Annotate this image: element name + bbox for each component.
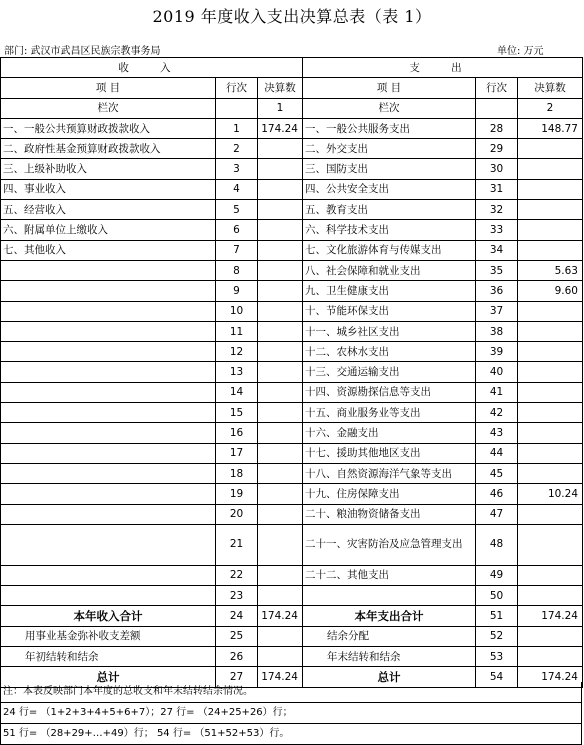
column-index-row [1, 98, 583, 118]
expense-item: 八、社会保障和就业支出 [303, 260, 476, 280]
income-amount-header: 决算数 [258, 78, 303, 98]
income-col-label: 栏次 [1, 98, 216, 118]
income-amount [258, 463, 303, 483]
expense-row-number: 32 [476, 200, 518, 220]
income-amount [258, 524, 303, 565]
notes [0, 682, 582, 745]
income-total-amount [258, 647, 303, 667]
income-header: 收 入 [1, 58, 303, 78]
table-row [1, 301, 583, 321]
table-row [1, 565, 583, 585]
income-item [1, 362, 216, 382]
expense-item: 十八、自然资源海洋气象等支出 [303, 463, 476, 483]
income-total-row-number: 25 [216, 626, 258, 646]
expense-amount [518, 565, 583, 585]
expense-amount [518, 301, 583, 321]
table-row [1, 586, 583, 606]
income-amount [258, 484, 303, 504]
expense-amount [518, 159, 583, 179]
expense-item: 二十二、其他支出 [303, 565, 476, 585]
expense-total-row-number: 51 [476, 606, 518, 626]
expense-amount [518, 139, 583, 159]
table-row [1, 403, 583, 423]
table-row [1, 179, 583, 199]
expense-item: 二十一、灾害防治及应急管理支出 [303, 524, 476, 565]
expense-amount [518, 524, 583, 565]
income-row-number: 11 [216, 321, 258, 341]
income-row-number: 8 [216, 260, 258, 280]
note-line: 24 行= （1+2+3+4+5+6+7）；27 行= （24+25+26）行； [0, 703, 582, 724]
expense-row-number: 31 [476, 179, 518, 199]
income-amount [258, 260, 303, 280]
expense-row-number: 41 [476, 382, 518, 402]
income-amount [258, 362, 303, 382]
income-row-number: 7 [216, 240, 258, 260]
income-row-number: 19 [216, 484, 258, 504]
table-row [1, 524, 583, 565]
income-row-number: 20 [216, 504, 258, 524]
expense-row-number: 48 [476, 524, 518, 565]
expense-item: 十一、城乡社区支出 [303, 321, 476, 341]
income-row-number: 23 [216, 586, 258, 606]
expense-item: 六、科学技术支出 [303, 220, 476, 240]
income-item: 四、事业收入 [1, 179, 216, 199]
expense-row-number: 45 [476, 463, 518, 483]
income-total-item: 本年收入合计 [1, 606, 216, 626]
note-line: 51 行= （28+29+…+49）行； 54 行= （51+52+53）行。 [0, 724, 582, 745]
income-row-number: 10 [216, 301, 258, 321]
income-item [1, 484, 216, 504]
expense-row-number: 40 [476, 362, 518, 382]
income-item [1, 281, 216, 301]
expense-amount [518, 423, 583, 443]
expense-amount [518, 179, 583, 199]
table-row [1, 484, 583, 504]
income-total-item: 总计 [1, 667, 216, 687]
income-row-number: 2 [216, 139, 258, 159]
income-item [1, 403, 216, 423]
income-item: 七、其他收入 [1, 240, 216, 260]
expense-row-number: 43 [476, 423, 518, 443]
income-amount [258, 342, 303, 362]
expense-amount [518, 200, 583, 220]
expense-total-row-number: 54 [476, 667, 518, 687]
expense-row-number: 34 [476, 240, 518, 260]
expense-row-header: 行次 [476, 78, 518, 98]
table-row [1, 504, 583, 524]
income-row-number: 18 [216, 463, 258, 483]
expense-amount: 5.63 [518, 260, 583, 280]
income-item [1, 423, 216, 443]
income-row-number: 21 [216, 524, 258, 565]
income-total-amount: 174.24 [258, 667, 303, 687]
income-amount [258, 403, 303, 423]
total-row [1, 606, 583, 626]
income-row-number: 15 [216, 403, 258, 423]
table-row [1, 118, 583, 138]
expense-row-number: 29 [476, 139, 518, 159]
expense-row-number: 36 [476, 281, 518, 301]
income-col-number: 1 [258, 98, 303, 118]
income-item [1, 321, 216, 341]
expense-row-number: 44 [476, 443, 518, 463]
income-amount [258, 586, 303, 606]
table-row [1, 159, 583, 179]
income-item [1, 382, 216, 402]
table-row [1, 220, 583, 240]
expense-item: 二、外交支出 [303, 139, 476, 159]
expense-total-item: 结余分配 [303, 626, 476, 646]
blank-cell [476, 98, 518, 118]
income-total-item: 用事业基金弥补收支差额 [1, 626, 216, 646]
expense-row-number: 49 [476, 565, 518, 585]
expense-amount [518, 586, 583, 606]
expense-item: 四、公共安全支出 [303, 179, 476, 199]
income-row-number: 1 [216, 118, 258, 138]
income-amount [258, 504, 303, 524]
expense-amount: 10.24 [518, 484, 583, 504]
income-row-number: 17 [216, 443, 258, 463]
expense-item: 十五、商业服务业等支出 [303, 403, 476, 423]
total-row [1, 626, 583, 646]
expense-item: 七、文化旅游体育与传媒支出 [303, 240, 476, 260]
expense-item: 三、国防支出 [303, 159, 476, 179]
expense-item-header: 项 目 [303, 78, 476, 98]
income-amount [258, 321, 303, 341]
expense-item: 二十、粮油物资储备支出 [303, 504, 476, 524]
table-row [1, 382, 583, 402]
expense-total-row-number: 52 [476, 626, 518, 646]
income-item [1, 524, 216, 565]
income-row-number: 14 [216, 382, 258, 402]
income-total-row-number: 24 [216, 606, 258, 626]
income-item [1, 565, 216, 585]
expense-amount: 9.60 [518, 281, 583, 301]
expense-row-number: 47 [476, 504, 518, 524]
income-amount [258, 443, 303, 463]
expense-item: 一、一般公共服务支出 [303, 118, 476, 138]
income-item-header: 项 目 [1, 78, 216, 98]
expense-row-number: 39 [476, 342, 518, 362]
note-line: 注：本表反映部门本年度的总收支和年末结转结余情况。 [0, 682, 582, 703]
table-row [1, 423, 583, 443]
income-row-number: 5 [216, 200, 258, 220]
income-total-amount: 174.24 [258, 606, 303, 626]
income-item [1, 586, 216, 606]
expense-amount [518, 403, 583, 423]
income-item [1, 463, 216, 483]
income-item [1, 301, 216, 321]
expense-header: 支 出 [303, 58, 583, 78]
expense-amount [518, 504, 583, 524]
expense-item: 十三、交通运输支出 [303, 362, 476, 382]
income-amount [258, 240, 303, 260]
expense-total-item: 本年支出合计 [303, 606, 476, 626]
expense-amount-header: 决算数 [518, 78, 583, 98]
expense-row-number: 30 [476, 159, 518, 179]
expense-total-row-number: 53 [476, 647, 518, 667]
table-row [1, 342, 583, 362]
expense-item [303, 586, 476, 606]
income-row-number: 3 [216, 159, 258, 179]
income-row-number: 9 [216, 281, 258, 301]
table-row [1, 463, 583, 483]
income-row-number: 13 [216, 362, 258, 382]
expense-amount [518, 321, 583, 341]
table-row [1, 281, 583, 301]
column-header-row [1, 78, 583, 98]
income-item: 六、附属单位上缴收入 [1, 220, 216, 240]
expense-col-number: 2 [518, 98, 583, 118]
income-amount [258, 139, 303, 159]
expense-total-item: 总计 [303, 667, 476, 687]
unit-label: 单位: 万元 [497, 46, 544, 57]
expense-item: 十四、资源勘探信息等支出 [303, 382, 476, 402]
income-item: 五、经营收入 [1, 200, 216, 220]
income-total-row-number: 27 [216, 667, 258, 687]
income-total-row-number: 26 [216, 647, 258, 667]
income-row-number: 12 [216, 342, 258, 362]
income-row-number: 22 [216, 565, 258, 585]
expense-col-label: 栏次 [303, 98, 476, 118]
expense-item: 十六、金融支出 [303, 423, 476, 443]
department-label: 部门: 武汉市武昌区民族宗教事务局 [4, 46, 161, 57]
expense-row-number: 50 [476, 586, 518, 606]
income-item [1, 504, 216, 524]
expense-item: 十二、农林水支出 [303, 342, 476, 362]
expense-item: 五、教育支出 [303, 200, 476, 220]
expense-total-amount [518, 647, 583, 667]
table-row [1, 443, 583, 463]
blank-cell [216, 98, 258, 118]
expense-item: 十、节能环保支出 [303, 301, 476, 321]
income-row-number: 16 [216, 423, 258, 443]
income-amount [258, 382, 303, 402]
budget-table [0, 57, 583, 688]
expense-row-number: 38 [476, 321, 518, 341]
income-item: 二、政府性基金预算财政拨款收入 [1, 139, 216, 159]
income-amount [258, 200, 303, 220]
expense-row-number: 33 [476, 220, 518, 240]
expense-row-number: 37 [476, 301, 518, 321]
income-item [1, 260, 216, 280]
income-total-item: 年初结转和结余 [1, 647, 216, 667]
income-item: 三、上级补助收入 [1, 159, 216, 179]
expense-amount [518, 362, 583, 382]
income-amount [258, 423, 303, 443]
income-amount [258, 301, 303, 321]
income-amount [258, 281, 303, 301]
table-row [1, 321, 583, 341]
table-title: 2019 年度收入支出决算总表（表 1） [152, 7, 432, 26]
expense-amount [518, 342, 583, 362]
expense-row-number: 35 [476, 260, 518, 280]
expense-row-number: 28 [476, 118, 518, 138]
income-item [1, 443, 216, 463]
table-row [1, 240, 583, 260]
expense-amount [518, 443, 583, 463]
total-row [1, 647, 583, 667]
expense-amount [518, 240, 583, 260]
expense-item: 十九、住房保障支出 [303, 484, 476, 504]
expense-total-item: 年末结转和结余 [303, 647, 476, 667]
expense-amount [518, 382, 583, 402]
income-amount [258, 179, 303, 199]
expense-total-amount: 174.24 [518, 606, 583, 626]
income-amount [258, 220, 303, 240]
income-row-number: 4 [216, 179, 258, 199]
income-item: 一、一般公共预算财政拨款收入 [1, 118, 216, 138]
expense-row-number: 46 [476, 484, 518, 504]
section-header-row [1, 58, 583, 78]
expense-item: 九、卫生健康支出 [303, 281, 476, 301]
table-row [1, 200, 583, 220]
table-row [1, 260, 583, 280]
expense-total-amount [518, 626, 583, 646]
income-amount: 174.24 [258, 118, 303, 138]
income-row-header: 行次 [216, 78, 258, 98]
expense-amount: 148.77 [518, 118, 583, 138]
expense-item: 十七、援助其他地区支出 [303, 443, 476, 463]
table-row [1, 362, 583, 382]
income-amount [258, 159, 303, 179]
income-row-number: 6 [216, 220, 258, 240]
expense-row-number: 42 [476, 403, 518, 423]
income-amount [258, 565, 303, 585]
income-total-amount [258, 626, 303, 646]
expense-total-amount: 174.24 [518, 667, 583, 687]
income-item [1, 342, 216, 362]
expense-amount [518, 463, 583, 483]
table-row [1, 139, 583, 159]
expense-amount [518, 220, 583, 240]
